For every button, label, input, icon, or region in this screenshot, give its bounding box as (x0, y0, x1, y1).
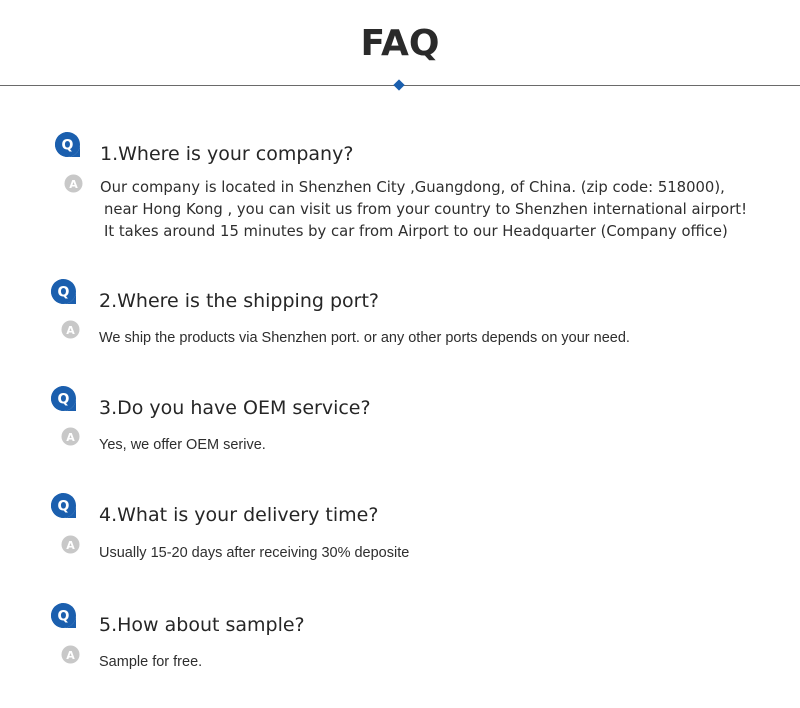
answer-icon (61, 320, 80, 339)
faq-answer-1-line-1: Our company is located in Shenzhen City ,Guangdong, of China. (zip code: 518000), (100, 179, 725, 196)
svg-text:A: A (66, 323, 75, 337)
faq-question-4: 4.What is your delivery time? (99, 504, 379, 526)
faq-question-3: 3.Do you have OEM service? (99, 397, 371, 419)
faq-answer-3: Yes, we offer OEM serive. (99, 437, 266, 453)
answer-icon (61, 427, 80, 446)
svg-text:A: A (69, 177, 78, 191)
svg-text:Q: Q (57, 284, 70, 301)
faq-answer-2: We ship the products via Shenzhen port. or any other ports depends on your need. (99, 330, 630, 346)
answer-icon (64, 174, 83, 193)
svg-text:Q: Q (61, 137, 74, 154)
faq-answer-5: Sample for free. (99, 654, 203, 670)
faq-question-5: 5.How about sample? (99, 614, 305, 636)
faq-answer-1 (100, 177, 747, 243)
divider-diamond-icon (393, 79, 404, 90)
svg-text:Q: Q (57, 391, 70, 408)
answer-icon (61, 645, 80, 664)
answer-icon (61, 535, 80, 554)
svg-text:Q: Q (57, 608, 70, 625)
faq-answer-4: Usually 15-20 days after receiving 30% deposite (99, 545, 410, 561)
svg-text:A: A (66, 538, 75, 552)
faq-question-2: 2.Where is the shipping port? (99, 290, 379, 312)
faq-answer-1-line-2: near Hong Kong , you can visit us from your country to Shenzhen international airport! (104, 201, 748, 218)
question-icon (50, 385, 77, 412)
page-title: FAQ (360, 23, 440, 64)
svg-text:A: A (66, 430, 75, 444)
faq-answer-1-line-3: It takes around 15 minutes by car from Airport to our Headquarter (Company office) (104, 223, 728, 240)
svg-text:Q: Q (57, 498, 70, 515)
question-icon (50, 278, 77, 305)
svg-text:A: A (66, 648, 75, 662)
question-icon (50, 602, 77, 629)
question-icon (54, 131, 81, 158)
faq-question-1: 1.Where is your company? (100, 143, 354, 165)
question-icon (50, 492, 77, 519)
